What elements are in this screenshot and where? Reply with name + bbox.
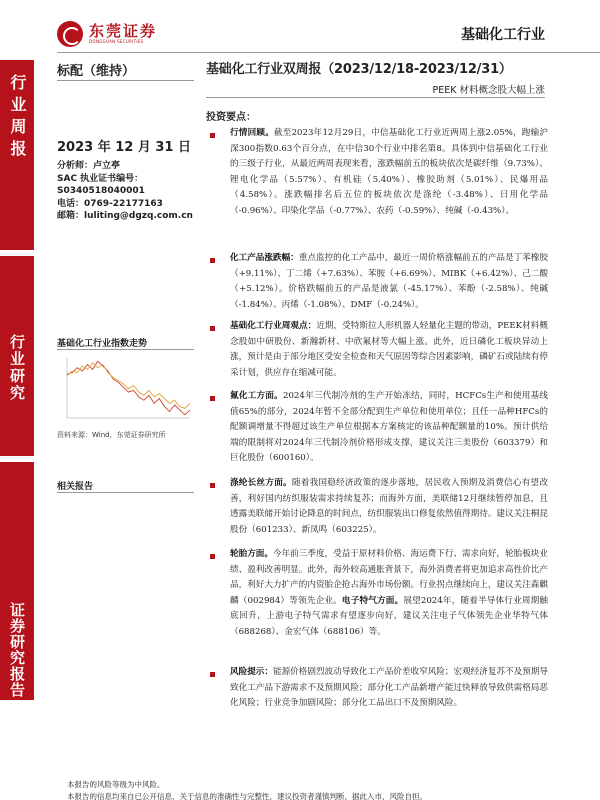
bullet-icon: [210, 326, 215, 331]
fluorine-body: 2024年三代制冷剂的生产开始冻结，同时，HCFCs生产和使用基线值65%的部分，2024年暂不全部分配到生产单位和使用单位；且任一品种HFCs的配额调增量不得超过该生产单位根据本方案核定的该品种配额量的10%。预计供给端的限制将对2024年三代制冷剂价格形成支撑，建议关注三美股份（603379）和巨化股份（600160）。: [230, 391, 548, 464]
chart-title: 基础化工行业指数走势: [57, 339, 148, 349]
polyester-paragraph: [230, 476, 548, 538]
key-points-heading: 投资要点：: [206, 112, 256, 123]
chart-source: 资料来源：Wind，东莞证券研究所: [57, 431, 166, 439]
specialty-gas-body: 展望2024年，随着半导体行业周期触底回升，上游电子特气需求有望逐步向好，建议关注电子气体领先企业华特气体（688268）、金宏气体（688106）等。: [230, 595, 548, 637]
analyst-name: 卢立亭: [93, 161, 121, 171]
tire-body: 今年前三季度，受益于原材料价格、海运费下行、需求向好，轮胎板块业绩、盈利改善明显。此外，海外较高通胀背景下，海外消费者将更加追求高性价比产品，利好大力扩产的内资胎企抢占海外市场份额。行业拐点继续向上，建议关注森麒麟（002984）等领先企业。: [230, 549, 548, 606]
bullet-icon: [210, 133, 215, 138]
related-reports-title: 相关报告: [57, 482, 94, 492]
series-line-1: [67, 363, 190, 408]
weekly-view-body: 近期，受特斯拉人形机器人轻量化主题的带动，PEEK材料概念股如中研股份、新瀚新材、中欣氟材等大幅上涨。此外，近日磷化工板块异动上涨，预计是由于部分地区受安全检查和天气原因等综合因素影响，磷矿石或陆续有停采计划，供应存在缩减可能。: [230, 321, 548, 378]
polyester-lead: 涤纶长丝方面。: [230, 478, 292, 488]
risk-level-note: 本报告的风险等级为中风险。: [67, 780, 165, 789]
rating-label: 标配（维持）: [57, 64, 136, 79]
tire-paragraph: [230, 547, 548, 641]
chart-divider: [57, 349, 194, 350]
sidebar-block-research: [0, 256, 34, 456]
sidebar-label-report: 证券研究报告: [8, 602, 26, 698]
price-change-paragraph: [230, 251, 548, 313]
series-line-0: [67, 361, 190, 415]
logo-emblem-icon: [57, 21, 83, 47]
risk-lead: 风险提示：: [230, 667, 273, 677]
left-sidebar: [0, 60, 34, 700]
title-divider: [206, 97, 545, 98]
market-review-body: 截至2023年12月29日，中信基础化工行业近两周上涨2.05%，跑输沪深300指数0.63个百分点，在中信30个行业中排名第8。具体到中信基础化工行业的三级子行业，从最近两周表现来看，涨跌幅前五的板块依次是碳纤维（9.73%）、锂电化学品（5.57%）、有机硅（5.40%）、橡胶助剂（5.01%）、民爆用品（4.58%）。涨跌幅排名后五位的板块依次是涤纶（-3.48%）、日用化学品（-0.96%）、印染化学品（-0.77%）、农药（-0.59%）、纯碱（-0.43%）。: [230, 128, 548, 216]
sidebar-label-research: 行业研究: [8, 334, 26, 402]
sac-number: S0340518040001: [57, 186, 145, 196]
phone-number: 0769-22177163: [84, 198, 163, 209]
industry-label: 基础化工行业: [461, 27, 545, 43]
weekly-view-lead: 基础化工行业周观点：: [230, 321, 317, 331]
price-change-body: 重点监控的化工产品中，最近一周价格涨幅前五的产品是丁苯橡胶（+9.11%）、丁二烯（+7.63%）、苯胺（+6.69%）、MIBK（+6.42%）、己二酸（+5.12%）。价格跌幅前五的产品是液氯（-45.17%）、苯酚（-2.58%）、纯碱（-1.84%）、丙烯（-1.08%）、DMF（-0.24%）。: [230, 253, 548, 310]
logo-name-en: DONGGUAN SECURITIES: [89, 39, 144, 44]
disclaimer-footer: [67, 779, 587, 800]
rating-divider: [57, 80, 194, 81]
fluorine-lead: 氟化工方面。: [230, 391, 283, 401]
risk-paragraph: [230, 665, 548, 712]
bullet-icon: [210, 483, 215, 488]
email-label: 邮箱：: [57, 211, 85, 221]
report-subtitle: PEEK 材料概念股大幅上涨: [432, 85, 545, 96]
report-title: 基础化工行业双周报（2023/12/18-2023/12/31）: [206, 62, 512, 77]
tire-lead: 轮胎方面。: [230, 549, 273, 559]
phone-label: 电话：: [57, 198, 85, 209]
risk-body: 能源价格剧烈波动导致化工产品价差收窄风险；宏观经济复苏不及预期导致化工产品下游需求不及预期风险；部分化工产品新增产能过快释放导致供需格局恶化风险；行业竞争加剧风险；部分化工品出口不及预期风险。: [230, 667, 548, 709]
polyester-body: 随着我国稳经济政策的逐步落地，居民收入预期及消费信心有望改善，利好国内纺织服装需求持续复苏；而海外方面，美联储12月继续暂停加息，且透露美联储开始讨论降息的时间点，纺织服装出口修复依然值得期待。建议关注桐昆股份（601233）、新凤鸣（603225）。: [230, 478, 548, 535]
bullet-icon: [210, 554, 215, 559]
sac-label: SAC 执业证书编号：: [57, 173, 144, 184]
bullet-icon: [210, 672, 215, 677]
related-divider: [57, 492, 194, 493]
market-review-paragraph: [230, 126, 548, 220]
company-logo: [57, 20, 157, 48]
index-trend-chart: [57, 354, 194, 426]
bullet-icon: [210, 258, 215, 263]
report-date: 2023 年 12 月 31 日: [57, 140, 191, 155]
logo-name-cn: 东莞证券: [89, 22, 158, 40]
weekly-view-paragraph: [230, 319, 548, 381]
sidebar-block-report: [0, 462, 34, 700]
fluorine-paragraph: [230, 389, 548, 467]
sidebar-label-weekly: 行业周报: [8, 74, 27, 162]
analyst-label: 分析师：: [57, 161, 94, 171]
header-divider: [57, 52, 600, 53]
analyst-info: [57, 160, 207, 223]
email-address[interactable]: luliting@dgzq.com.cn: [84, 211, 193, 221]
sidebar-block-weekly: [0, 60, 34, 250]
bullet-icon: [210, 396, 215, 401]
price-change-lead: 化工产品涨跌幅：: [230, 253, 299, 263]
market-review-lead: 行情回顾。: [230, 128, 274, 138]
specialty-gas-lead: 电子特气方面。: [341, 595, 404, 606]
info-source-note: 本报告的信息均来自已公开信息，关于信息的准确性与完整性，建议投资者谨慎判断，据此入市，风险自担。: [67, 792, 427, 800]
